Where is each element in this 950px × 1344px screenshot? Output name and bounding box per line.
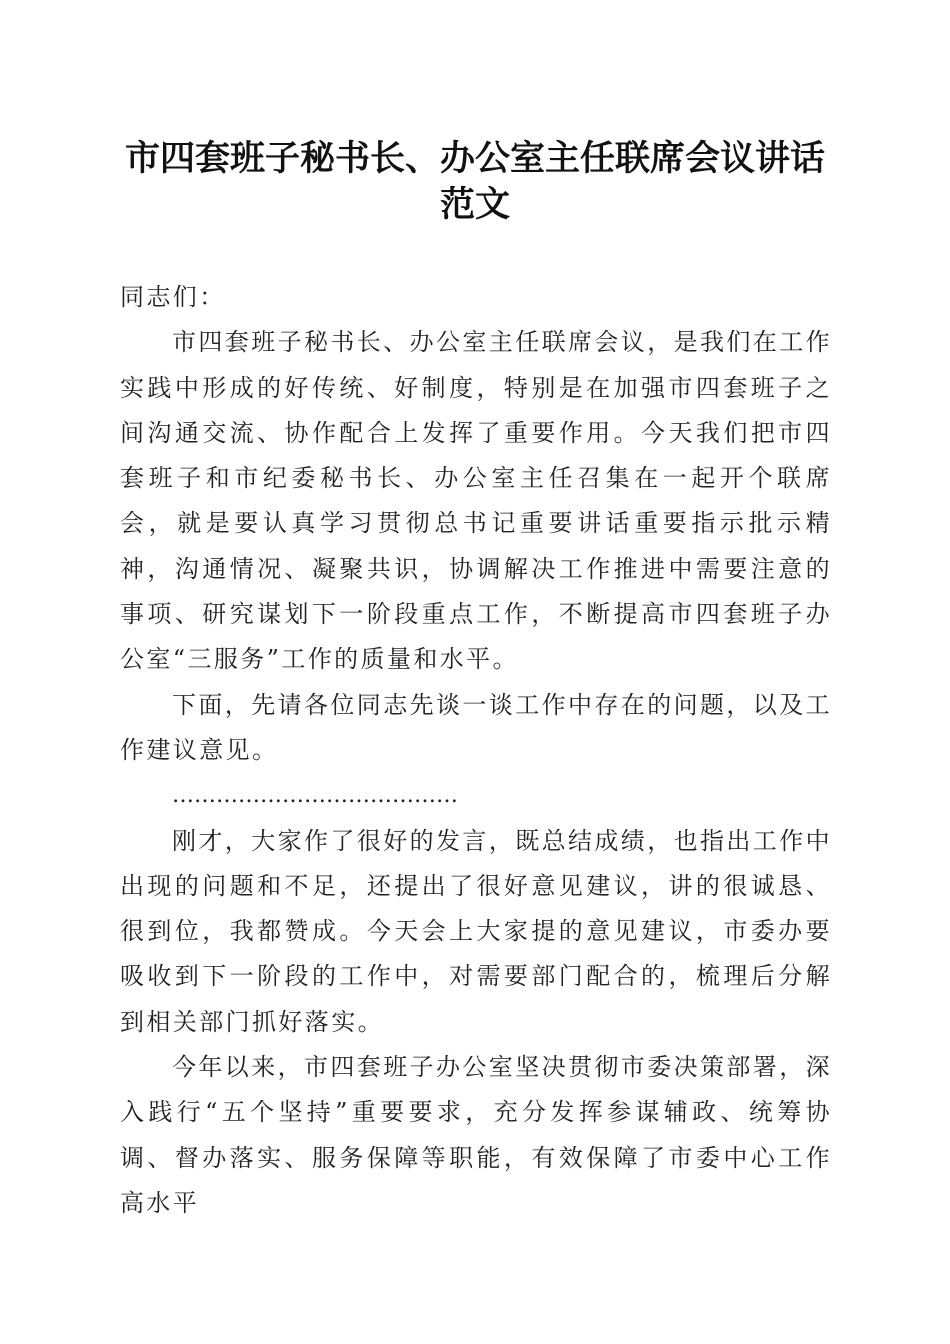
paragraph-intro: 市四套班子秘书长、办公室主任联席会议，是我们在工作实践中形成的好传统、好制度，特别是在加强市四套班子之间沟通交流、协作配合上发挥了重要作用。今天我们把市四套班子和市纪委秘书长、办公室主任召集在一起开个联席会，就是要认真学习贯彻总书记重要讲话重要指示批示精神，沟通情况、凝聚共识，协调解决工作推进中需要注意的事项、研究谋划下一阶段重点工作，不断提高市四套班子办公室“三服务”工作的质量和水平。 — [120, 328, 832, 674]
ellipsis-separator: ………………………………… — [172, 783, 458, 809]
document-body — [120, 275, 832, 1226]
paragraph-summary: 刚才，大家作了很好的发言，既总结成绩，也指出工作中出现的问题和不足，还提出了很好意见建议，讲的很诚恳、很到位，我都赞成。今天会上大家提的意见建议，市委办要吸收到下一阶段的工作中，对需要部门配合的，梳理后分解到相关部门抓好落实。 — [120, 826, 832, 1036]
paragraph-review: 今年以来，市四套班子办公室坚决贯彻市委决策部署，深入践行“五个坚持”重要要求，充分发挥参谋辅政、统筹协调、督办落实、服务保障等职能，有效保障了市委中心工作高水平 — [120, 1053, 832, 1217]
title-line-1: 市四套班子秘书长、办公室主任联席会议讲话 — [124, 138, 825, 179]
paragraph-invitation: 下面，先请各位同志先谈一谈工作中存在的问题，以及工作建议意见。 — [120, 690, 832, 764]
document-title — [100, 136, 850, 228]
title-line-2: 范文 — [439, 184, 510, 225]
salutation: 同志们： — [120, 283, 226, 311]
